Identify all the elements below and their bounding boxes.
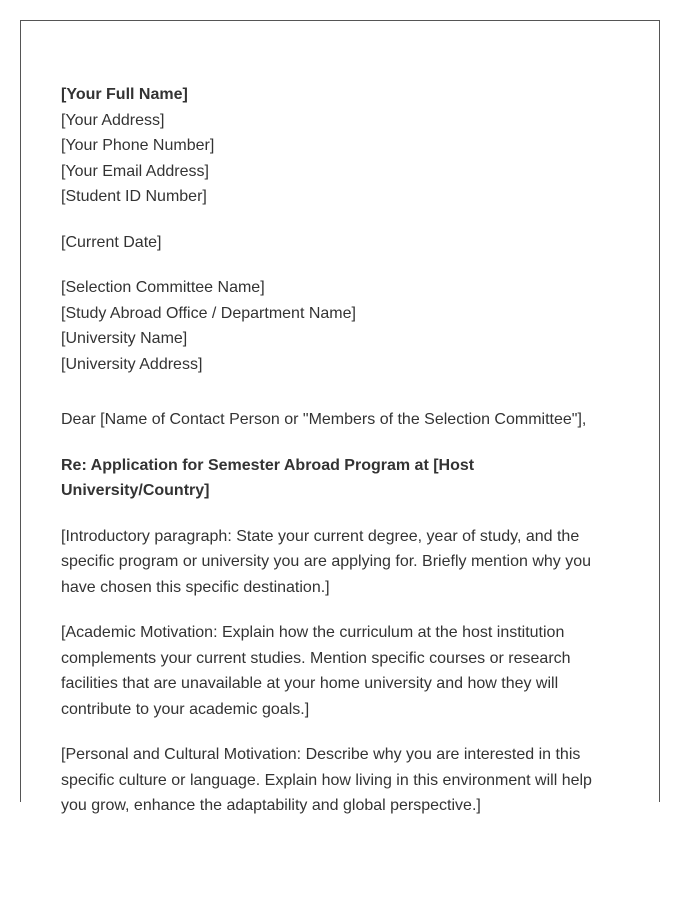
recipient-university: [University Name]	[61, 330, 188, 347]
recipient-address: [University Address]	[61, 355, 203, 373]
sender-block	[61, 82, 609, 210]
intro-paragraph: [Introductory paragraph: State your current degree, year of study, and the specific program or university you are applying for. Briefly mention why you have chosen this specific destination.]	[61, 527, 592, 596]
sender-student-id: [Student ID Number]	[61, 188, 207, 205]
academic-motivation-paragraph: [Academic Motivation: Explain how the curriculum at the host institution complements your current studies. Mention specific courses or research facilities that are unavailable at your home university and how they will contribute to your academic goals.]	[61, 624, 571, 718]
sender-phone: [Your Phone Number]	[61, 137, 215, 154]
recipient-committee: [Selection Committee Name]	[61, 279, 265, 296]
sender-email: [Your Email Address]	[61, 162, 209, 180]
letter-document	[20, 20, 660, 814]
letter-date: [Current Date]	[61, 233, 162, 251]
letter-content	[61, 82, 609, 819]
cultural-motivation-paragraph: [Personal and Cultural Motivation: Describe why you are interested in this specific culture or language. Explain how living in this environment will help you grow, enhance the adaptability and global perspective.]	[61, 746, 592, 814]
sender-name: [Your Full Name]	[61, 86, 188, 103]
sender-address: [Your Address]	[61, 111, 165, 129]
subject-line: Re: Application for Semester Abroad Program at [Host University/Country]	[61, 456, 475, 499]
salutation: Dear [Name of Contact Person or "Members of the Selection Committee"],	[61, 411, 587, 428]
recipient-office: [Study Abroad Office / Department Name]	[61, 304, 356, 322]
recipient-block	[61, 275, 609, 377]
